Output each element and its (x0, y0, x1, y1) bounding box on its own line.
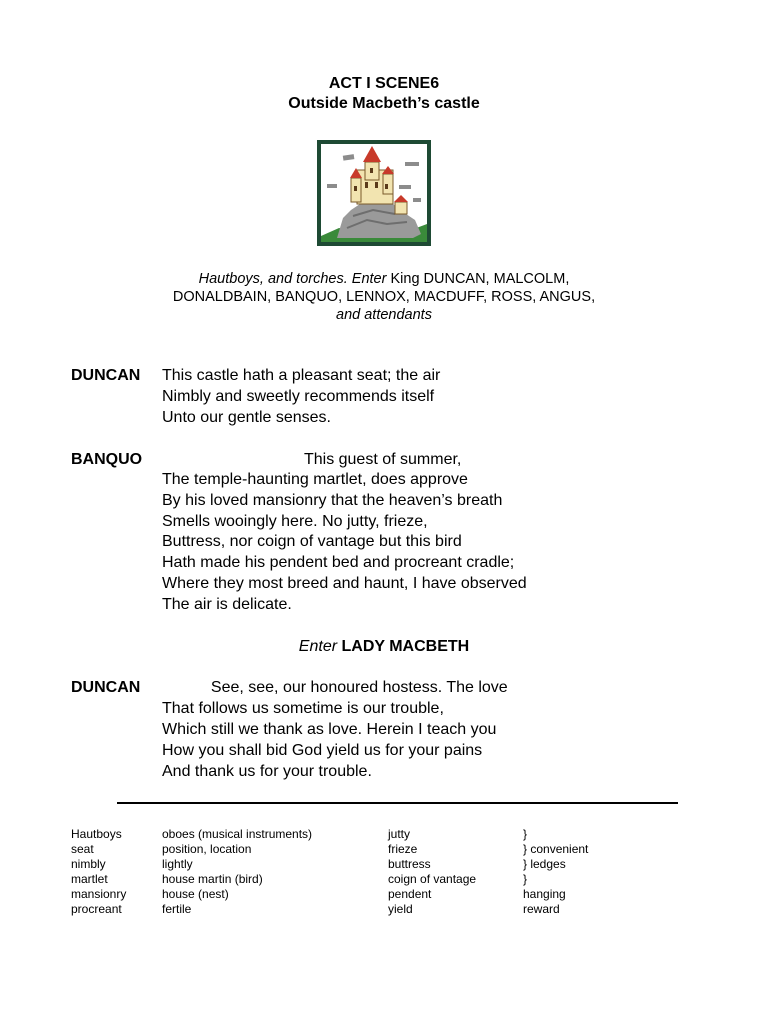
glossary-definition: hanging (523, 887, 566, 901)
glossary-term: Hautboys (71, 827, 122, 841)
scene-location-title: Outside Macbeth’s castle (288, 95, 480, 112)
verse-line: Which still we thank as love. Herein I teach you (162, 721, 497, 738)
verse-line: Nimbly and sweetly recommends itself (162, 388, 435, 405)
verse-line: This castle hath a pleasant seat; the air (162, 367, 441, 384)
verse-line: Buttress, nor coign of vantage but this bird (162, 533, 462, 550)
glossary-term: yield (388, 902, 413, 916)
glossary-term: seat (71, 842, 94, 856)
verse-line: Where they most breed and haunt, I have observed (162, 575, 527, 592)
enter-word: Enter (298, 638, 338, 655)
glossary-divider (117, 802, 678, 804)
verse-line: And thank us for your trouble. (162, 763, 372, 780)
glossary-term: martlet (71, 872, 108, 886)
glossary-definition: } ledges (523, 857, 566, 871)
glossary-definition: } (523, 872, 528, 886)
verse-line: That follows us sometime is our trouble, (162, 700, 444, 717)
verse-line: Hath made his pendent bed and procreant cradle; (162, 554, 515, 571)
verse-line: See, see, our honoured hostess. The love (162, 679, 508, 696)
glossary-term: nimbly (71, 857, 106, 871)
stage-direction-italic: Hautboys, and torches. Enter (198, 271, 387, 287)
glossary-term: frieze (388, 842, 418, 856)
glossary-definition: oboes (musical instruments) (162, 827, 313, 841)
stage-direction-italic: and attendants (336, 307, 432, 323)
verse-line: The air is delicate. (162, 596, 292, 613)
glossary-term: mansionry (71, 887, 127, 901)
stage-direction-line-1 (0, 271, 768, 287)
speaker-name: BANQUO (71, 451, 143, 468)
act-scene-title: ACT I SCENE6 (328, 75, 440, 92)
speaker-name: DUNCAN (71, 367, 141, 384)
glossary-definition: } (523, 827, 528, 841)
verse-line: Smells wooingly here. No jutty, frieze, (162, 513, 428, 530)
verse-line: This guest of summer, (162, 451, 462, 468)
glossary-definition: house martin (bird) (162, 872, 263, 886)
entering-character: LADY MACBETH (341, 638, 470, 655)
entrance-direction (0, 638, 768, 656)
glossary-definition: position, location (162, 842, 252, 856)
glossary-term: pendent (388, 887, 432, 901)
verse-line: The temple-haunting martlet, does approve (162, 471, 468, 488)
stage-direction-characters: King DUNCAN, MALCOLM, (386, 271, 570, 287)
stage-direction-line-2: DONALDBAIN, BANQUO, LENNOX, MACDUFF, ROSS, ANGUS, (172, 289, 596, 305)
verse-line: Unto our gentle senses. (162, 409, 331, 426)
glossary-definition: house (nest) (162, 887, 229, 901)
glossary-definition: lightly (162, 857, 193, 871)
glossary-term: coign of vantage (388, 872, 477, 886)
glossary-definition: fertile (162, 902, 192, 916)
glossary-term: buttress (388, 857, 431, 871)
castle-icon (317, 140, 431, 246)
glossary-term: jutty (388, 827, 411, 841)
stage-direction-line-3 (0, 307, 768, 323)
verse-line: How you shall bid God yield us for your pains (162, 742, 483, 759)
glossary-definition: } convenient (523, 842, 589, 856)
verse-line: By his loved mansionry that the heaven’s breath (162, 492, 503, 509)
glossary-definition: reward (523, 902, 560, 916)
speaker-name: DUNCAN (71, 679, 141, 696)
glossary-term: procreant (71, 902, 122, 916)
